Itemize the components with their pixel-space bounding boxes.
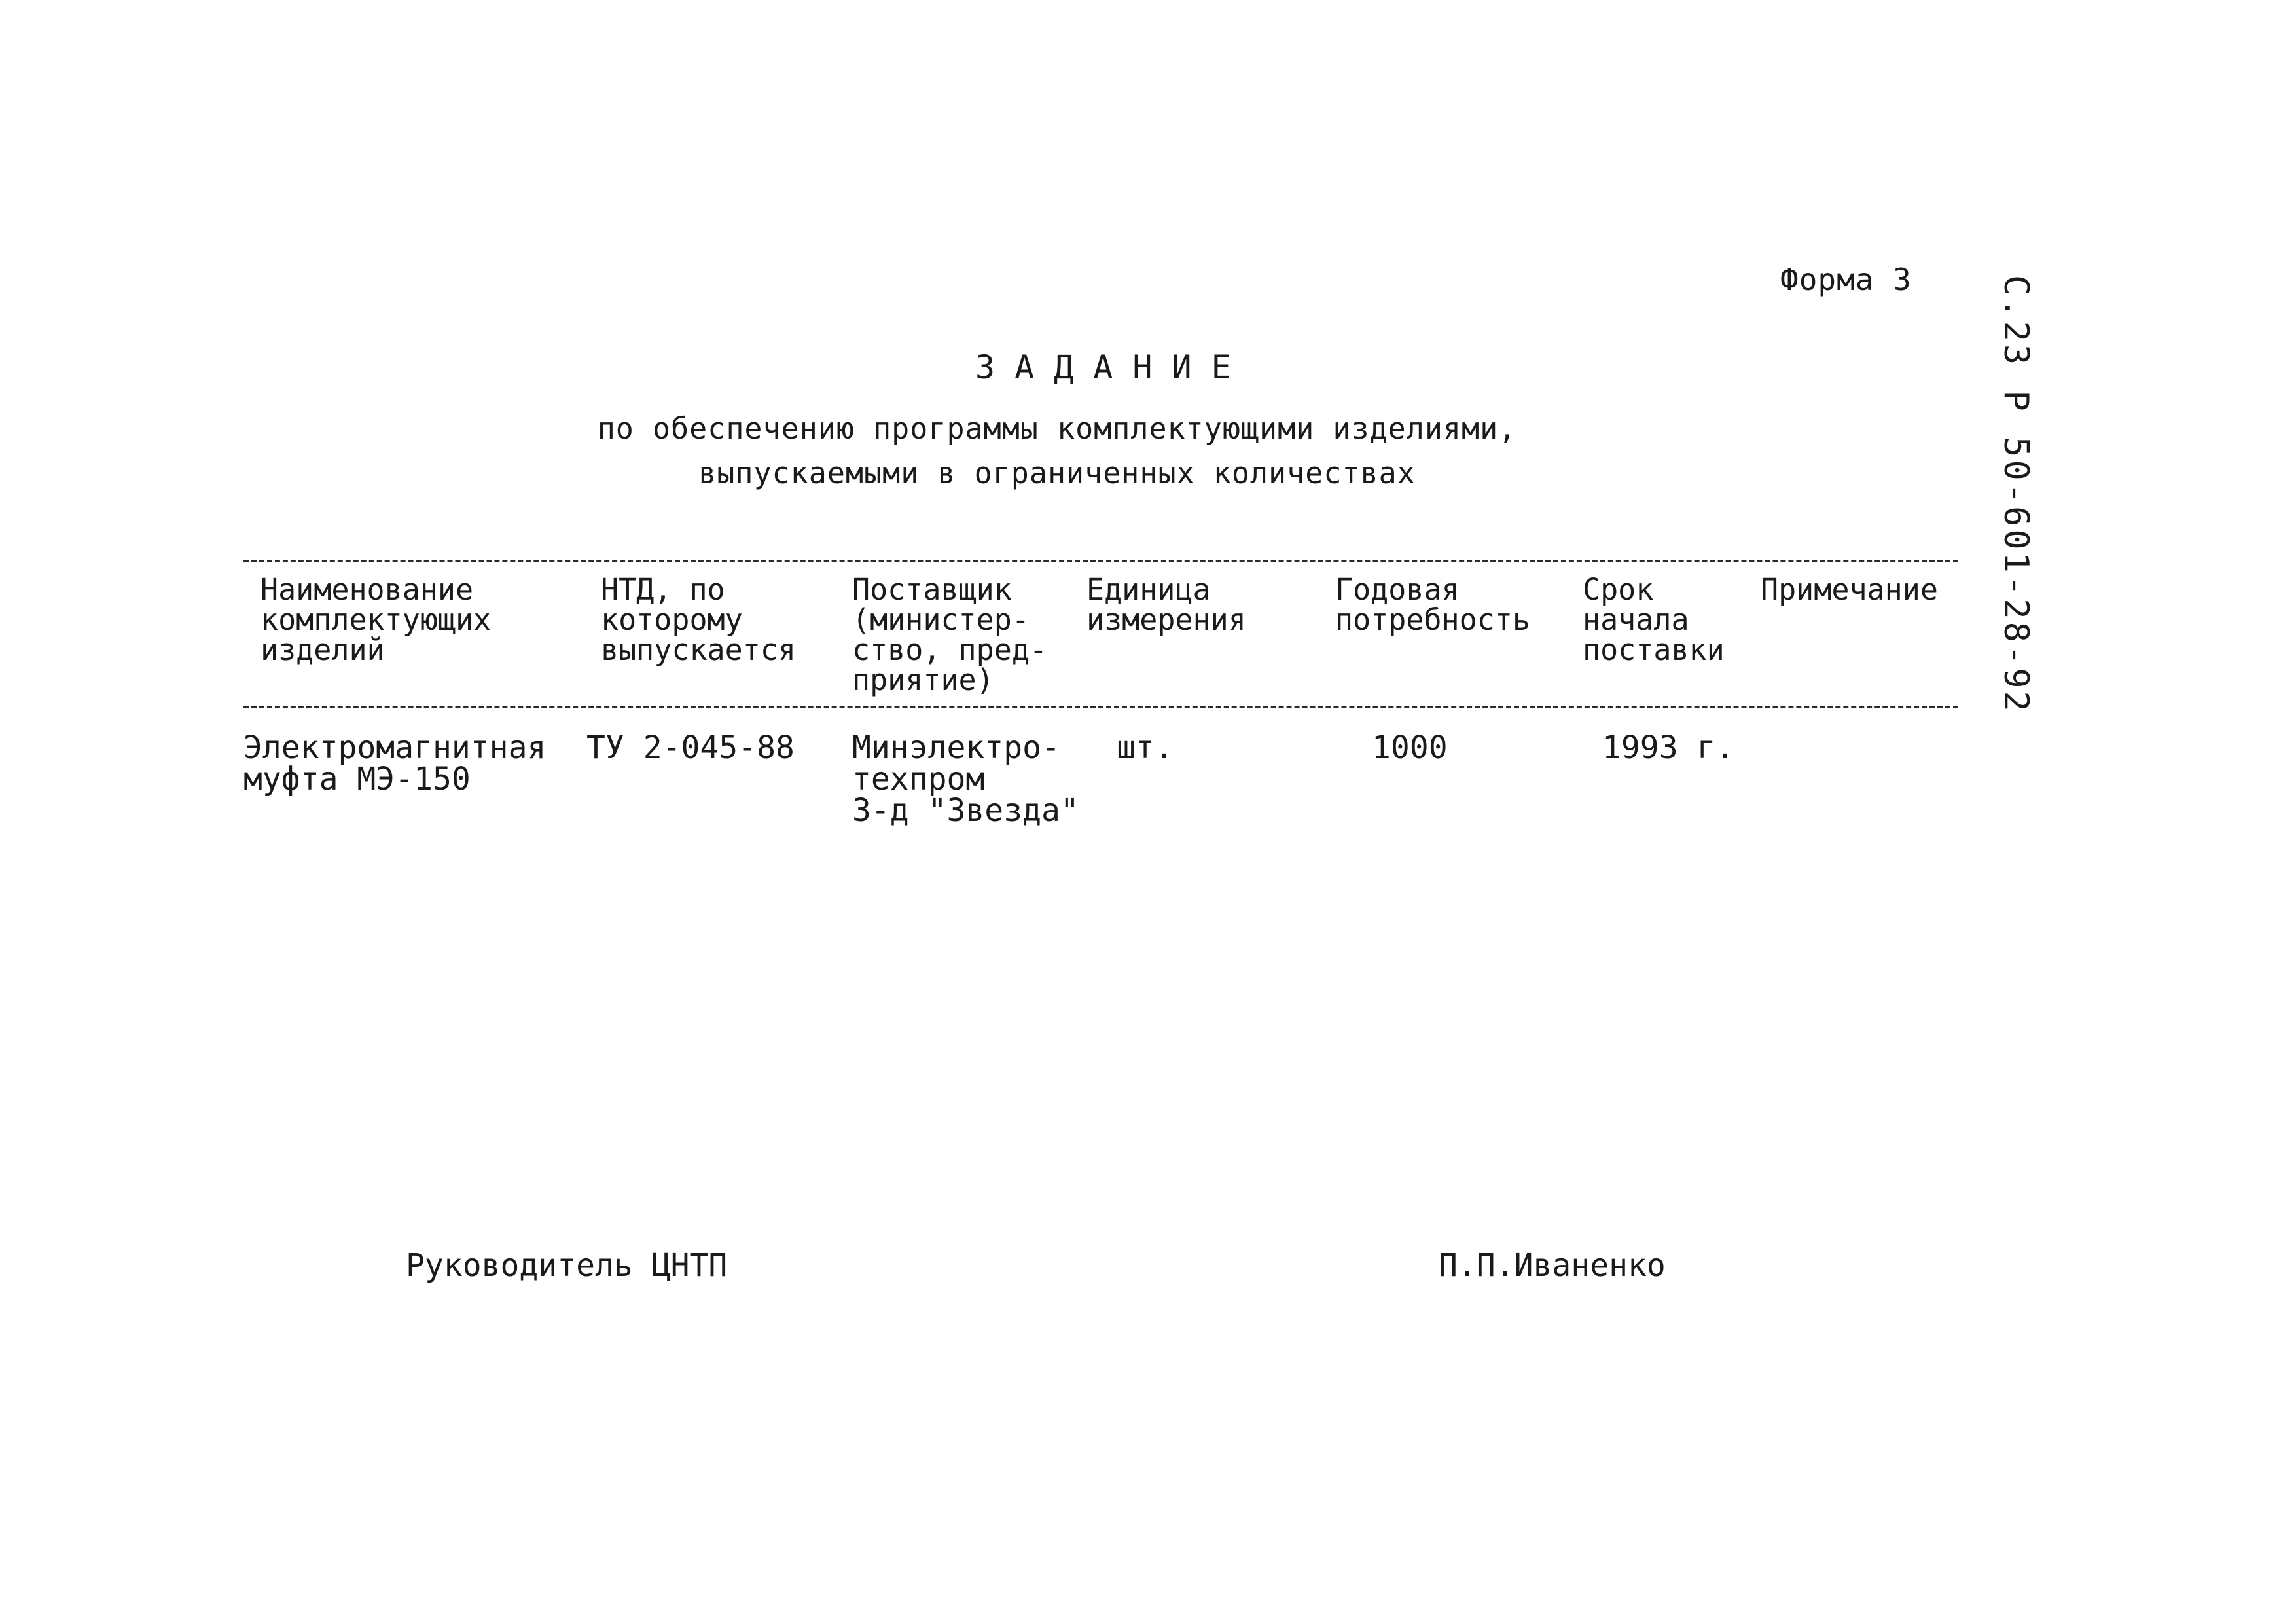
signature-name: П.П.Иваненко bbox=[1439, 1247, 1666, 1284]
cell-supplier: Минэлектро- техпром З-д "Звезда" bbox=[852, 729, 1079, 829]
header-supplier: Поставщик (министер- ство, пред- приятие) bbox=[852, 572, 1048, 697]
document-subtitle-line-1: по обеспечению программы комплектующими изделиями, bbox=[597, 411, 1517, 446]
document-title: ЗАДАНИЕ bbox=[975, 348, 1251, 386]
table-header-rule bbox=[243, 706, 1958, 708]
header-note: Примечание bbox=[1761, 572, 1938, 607]
signature-role: Руководитель ЦНТП bbox=[406, 1247, 728, 1284]
form-label: Форма 3 bbox=[1780, 262, 1912, 297]
cell-unit: шт. bbox=[1117, 729, 1174, 766]
header-annual-need: Годовая потребность bbox=[1335, 572, 1531, 637]
document-subtitle-line-2: выпускаемыми в ограниченных количествах bbox=[698, 456, 1416, 490]
cell-item-name: Электромагнитная муфта МЭ-150 bbox=[243, 729, 547, 797]
header-delivery-start: Срок начала поставки bbox=[1583, 572, 1725, 667]
cell-ntd: ТУ 2-045-88 bbox=[586, 729, 795, 766]
table-top-rule bbox=[243, 560, 1958, 562]
cell-annual-need: 1000 bbox=[1372, 729, 1448, 766]
cell-delivery-start: 1993 г. bbox=[1602, 729, 1735, 766]
side-document-code: С.23 Р 50-601-28-92 bbox=[1996, 275, 2036, 714]
header-unit: Единица измерения bbox=[1086, 572, 1246, 637]
header-ntd: НТД, по которому выпускается bbox=[601, 572, 797, 667]
header-item-name: Наименование комплектующих изделий bbox=[260, 572, 492, 667]
